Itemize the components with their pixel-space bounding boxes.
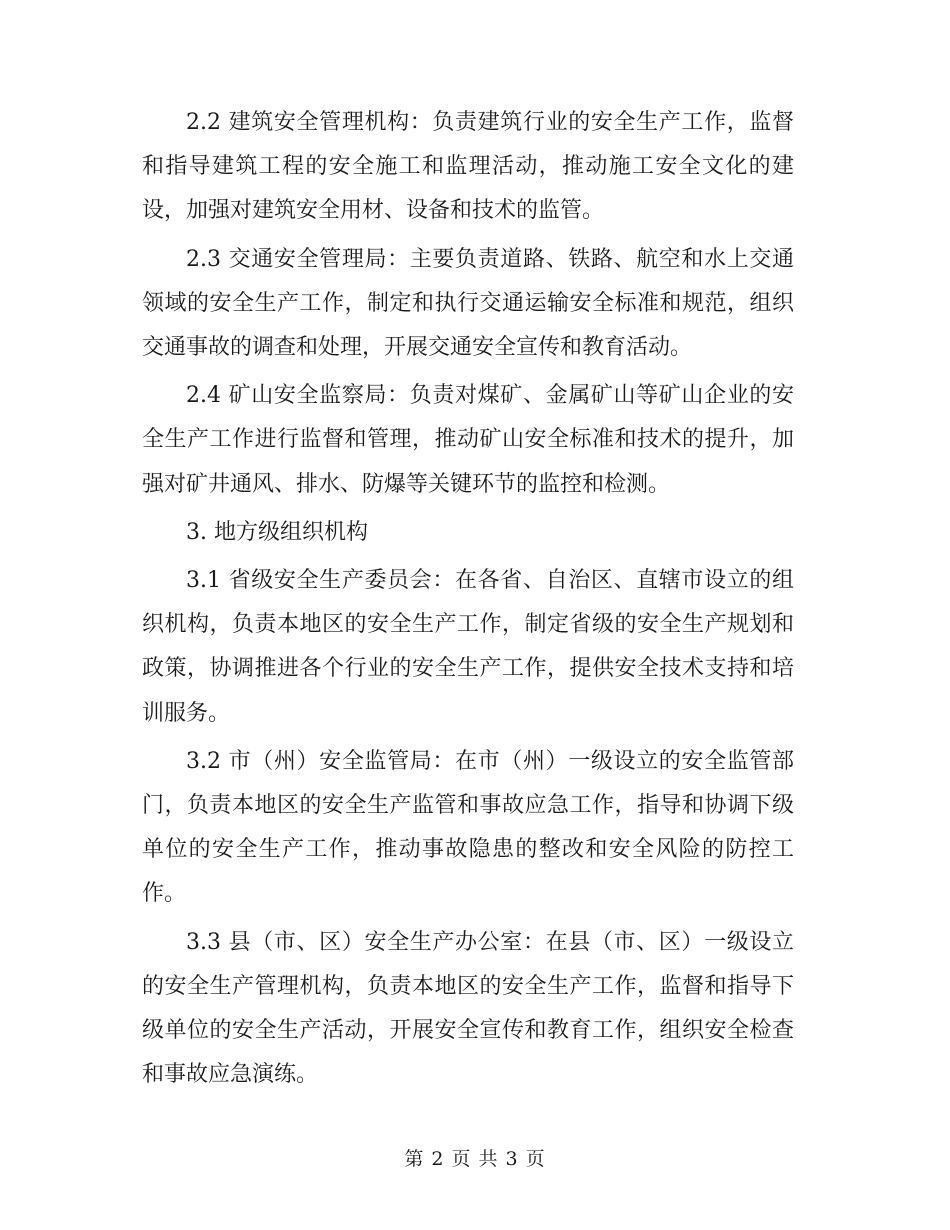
paragraph-2-2: 2.2 建筑安全管理机构：负责建筑行业的安全生产工作，监督和指导建筑工程的安全施工和监理活动，推动施工安全文化的建设，加强对建筑安全用材、设备和技术的监管。 (142, 110, 794, 224)
paragraph-3-2: 3.2 市（州）安全监管局：在市（州）一级设立的安全监管部门，负责本地区的安全生产监管和事故应急工作，指导和协调下级单位的安全生产工作，推动事故隐患的整改和安全风险的防控工作。 (142, 748, 794, 907)
paragraph-2-3: 2.3 交通安全管理局：主要负责道路、铁路、航空和水上交通领域的安全生产工作，制定和执行交通运输安全标准和规范，组织交通事故的调查和处理，开展交通安全宣传和教育活动。 (142, 246, 794, 361)
page-number-footer: 第 2 页 共 3 页 (404, 1148, 546, 1170)
paragraph-3-1: 3.1 省级安全生产委员会：在各省、自治区、直辖市设立的组织机构，负责本地区的安全生产工作，制定省级的安全生产规划和政策，协调推进各个行业的安全生产工作，提供安全技术支持和培训服务。 (142, 568, 794, 726)
document-body (142, 101, 794, 1101)
paragraph-2-4: 2.4 矿山安全监察局：负责对煤矿、金属矿山等矿山企业的安全生产工作进行监督和管理，推动矿山安全标准和技术的提升，加强对矿井通风、排水、防爆等关键环节的监控和检测。 (142, 383, 794, 497)
section-heading-3: 3. 地方级组织机构 (186, 519, 368, 545)
paragraph-3-3: 3.3 县（市、区）安全生产办公室：在县（市、区）一级设立的安全生产管理机构，负责本地区的安全生产工作，监督和指导下级单位的安全生产活动，开展安全宣传和教育工作，组织安全检查和事故应急演练。 (142, 929, 794, 1088)
